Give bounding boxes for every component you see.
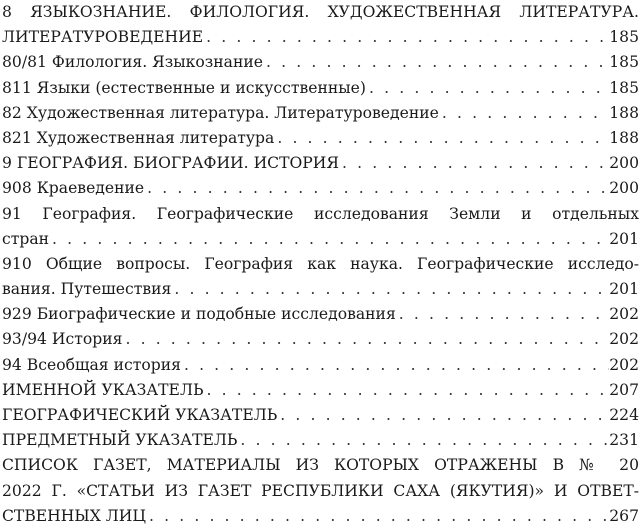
toc-entry[interactable] xyxy=(2,151,639,176)
dot-leader xyxy=(263,50,609,75)
toc-entry[interactable] xyxy=(2,403,639,428)
toc-page-number: 200 xyxy=(609,154,639,173)
toc-page-number: 201 xyxy=(609,229,639,248)
toc-entry-title-line: 8 ЯЗЫКОЗНАНИЕ. ФИЛОЛОГИЯ. ХУДОЖЕСТВЕННАЯ ЛИТЕРАТУРА. xyxy=(2,3,639,21)
toc-entry[interactable] xyxy=(2,176,639,201)
toc-entry-row xyxy=(2,504,639,529)
dot-leader xyxy=(181,353,609,378)
toc-entry-title: ГЕОГРАФИЧЕСКИЙ УКАЗАТЕЛЬ xyxy=(2,406,278,424)
toc-entry[interactable] xyxy=(2,76,639,101)
toc-page-number: 267 xyxy=(609,506,639,525)
toc-entry-title: ЛИТЕРАТУРОВЕДЕНИЕ xyxy=(2,28,204,47)
toc-entry-title: 9 ГЕОГРАФИЯ. БИОГРАФИИ. ИСТОРИЯ xyxy=(2,154,339,173)
toc-entry-title-line: 910 Общие вопросы. География как наука. Географические исследо- xyxy=(2,254,639,273)
toc-entry-title-line: СПИСОК ГАЗЕТ, МАТЕРИАЛЫ ИЗ КОТОРЫХ ОТРАЖЕНЫ В № 20 xyxy=(2,456,639,475)
toc-page-number: 188 xyxy=(609,128,639,147)
toc-entry[interactable] xyxy=(2,302,639,327)
toc-entry-title: вания. Путешествия xyxy=(2,280,172,299)
dot-leader xyxy=(274,126,609,151)
toc-entry-row xyxy=(2,428,639,453)
dot-leader xyxy=(144,176,609,201)
toc-entry-title: 82 Художественная литература. Литературоведение xyxy=(2,103,439,122)
toc-page-number: 224 xyxy=(609,406,639,424)
toc-entry-row xyxy=(2,126,639,151)
toc-page-number: 202 xyxy=(609,355,639,374)
toc-entry[interactable] xyxy=(2,353,639,378)
dot-leader xyxy=(439,101,609,126)
dot-leader xyxy=(237,428,609,453)
toc-entry-row xyxy=(2,327,639,352)
toc-entry-title-line: 2022 Г. «СТАТЬИ ИЗ ГАЗЕТ РЕСПУБЛИКИ САХА (ЯКУТИЯ)» И ОТВЕТ- xyxy=(2,481,639,500)
dot-leader xyxy=(146,504,609,529)
dot-leader xyxy=(203,378,609,403)
dot-leader xyxy=(396,302,609,327)
toc-entry-row xyxy=(2,353,639,378)
toc-entry[interactable] xyxy=(2,428,639,453)
toc-entry-row xyxy=(2,151,639,176)
toc-page-number: 200 xyxy=(609,179,639,198)
toc-page-number: 231 xyxy=(609,431,639,450)
dot-leader xyxy=(366,76,609,101)
toc-entry-row xyxy=(2,403,639,428)
toc-entry-title: СТВЕННЫХ ЛИЦ xyxy=(2,506,146,525)
toc-entry-title: 908 Краеведение xyxy=(2,179,145,198)
toc-entry-row xyxy=(2,176,639,201)
toc-entry-title: ИМЕННОЙ УКАЗАТЕЛЬ xyxy=(2,380,204,399)
toc-entry-title: 821 Художественная литература xyxy=(2,128,275,147)
toc-entry[interactable] xyxy=(2,252,639,302)
toc-entry-title-line: 91 География. Географические исследования Земли и отдельных xyxy=(2,204,639,223)
toc-entry-row xyxy=(2,76,639,101)
toc-page-number: 202 xyxy=(609,305,639,324)
toc-entry-row xyxy=(2,101,639,126)
dot-leader xyxy=(122,327,609,352)
toc-entry-row xyxy=(2,378,639,403)
toc-page-number: 185 xyxy=(609,78,639,97)
toc-page-number: 185 xyxy=(609,28,639,47)
toc-entry[interactable] xyxy=(2,453,639,529)
dot-leader xyxy=(171,277,609,302)
toc-entry-row xyxy=(2,227,639,252)
toc-entry-title: стран xyxy=(2,229,50,248)
table-of-contents xyxy=(2,0,639,529)
toc-page-number: 185 xyxy=(609,53,639,72)
toc-entry[interactable] xyxy=(2,0,639,50)
toc-entry-title: 811 Языки (естественные и искусственные) xyxy=(2,78,366,97)
toc-entry[interactable] xyxy=(2,378,639,403)
toc-entry[interactable] xyxy=(2,101,639,126)
toc-page-number: 207 xyxy=(609,380,639,399)
toc-entry[interactable] xyxy=(2,202,639,252)
toc-entry[interactable] xyxy=(2,126,639,151)
toc-page-number: 202 xyxy=(609,330,639,349)
toc-entry-row xyxy=(2,302,639,327)
dot-leader xyxy=(339,151,609,176)
toc-entry[interactable] xyxy=(2,50,639,75)
toc-entry-title: ПРЕДМЕТНЫЙ УКАЗАТЕЛЬ xyxy=(2,431,238,450)
toc-entry-title: 80/81 Филология. Языкознание xyxy=(2,53,263,72)
dot-leader xyxy=(277,403,609,428)
toc-entry-title: 94 Всеобщая история xyxy=(2,355,181,374)
dot-leader xyxy=(203,25,609,50)
toc-entry-row xyxy=(2,25,639,50)
toc-entry-row xyxy=(2,50,639,75)
toc-entry-title: 929 Биографические и подобные исследования xyxy=(2,305,396,324)
toc-entry-title: 93/94 История xyxy=(2,330,123,349)
toc-entry[interactable] xyxy=(2,327,639,352)
toc-page-number: 201 xyxy=(609,280,639,299)
toc-page-number: 188 xyxy=(609,103,639,122)
toc-entry-row xyxy=(2,277,639,302)
dot-leader xyxy=(49,227,609,252)
